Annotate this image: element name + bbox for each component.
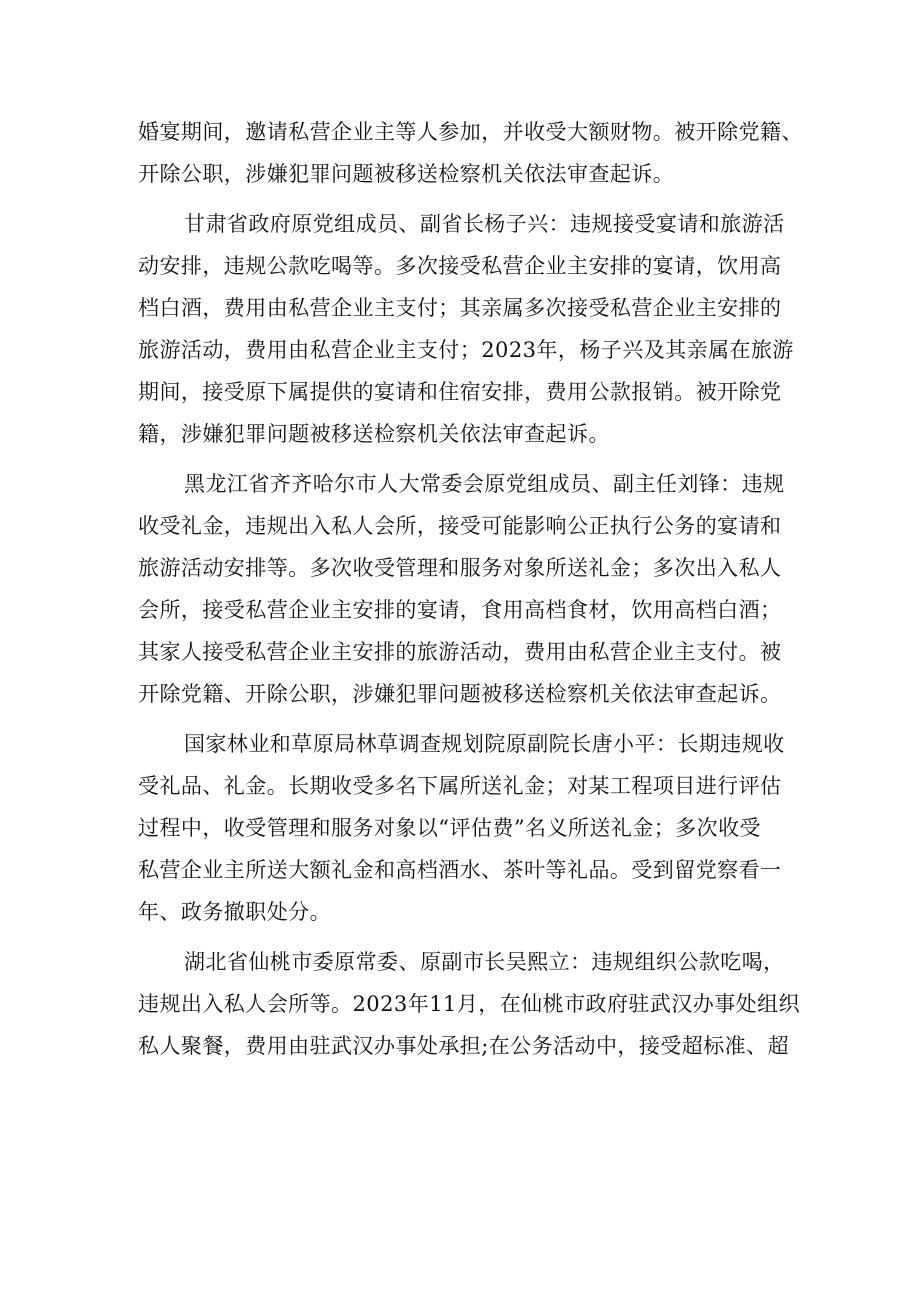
text-line: 档白酒，费用由私营企业主支付；其亲属多次接受私营企业主安排的: [138, 296, 782, 320]
text-line: 过程中，收受管理和服务对象以“评估费”名义所送礼金；多次收受: [138, 816, 761, 840]
paragraph-5: [138, 941, 801, 1067]
text-line: 婚宴期间，邀请私营企业主等人参加，并收受大额财物。被开除党籍、: [138, 120, 803, 144]
text-line: 期间，接受原下属提供的宴请和住宿安排，费用公款报销。被开除党: [138, 380, 782, 404]
paragraph-2: [138, 203, 798, 455]
text-line: 违规出入私人会所等。2023年11月，在仙桃市政府驻武汉办事处组织: [138, 992, 801, 1016]
text-line: 会所，接受私营企业主安排的宴请，食用高档食材，饮用高档白酒；: [138, 598, 782, 622]
text-line: 开除公职，涉嫌犯罪问题被移送检察机关依法审查起诉。: [138, 162, 675, 186]
paragraph-1: [138, 111, 803, 195]
paragraph-3: [138, 463, 798, 715]
text-line: 私人聚餐，费用由驻武汉办事处承担;在公务活动中，接受超标准、超: [138, 1034, 790, 1058]
text-line: 国家林业和草原局林草调查规划院原副院长唐小平：长期违规收: [184, 732, 785, 756]
text-line: 动安排，违规公款吃喝等。多次接受私营企业主安排的宴请，饮用高: [138, 254, 782, 278]
text-line: 旅游活动安排等。多次收受管理和服务对象所送礼金；多次出入私人: [138, 556, 782, 580]
text-line: 湖北省仙桃市委原常委、原副市长吴熙立：违规组织公款吃喝，: [184, 950, 785, 974]
text-line: 甘肃省政府原党组成员、副省长杨子兴：违规接受宴请和旅游活: [184, 212, 785, 236]
text-line: 收受礼金，违规出入私人会所，接受可能影响公正执行公务的宴请和: [138, 514, 782, 538]
text-line: 旅游活动，费用由私营企业主支付；2023年，杨子兴及其亲属在旅游: [138, 338, 794, 362]
text-line: 受礼品、礼金。长期收受多名下属所送礼金；对某工程项目进行评估: [138, 774, 782, 798]
text-line: 开除党籍、开除公职，涉嫌犯罪问题被移送检察机关依法审查起诉。: [138, 682, 782, 706]
text-line: 籍，涉嫌犯罪问题被移送检察机关依法审查起诉。: [138, 422, 610, 446]
text-line: 私营企业主所送大额礼金和高档酒水、茶叶等礼品。受到留党察看一: [138, 858, 782, 882]
text-line: 黑龙江省齐齐哈尔市人大常委会原党组成员、副主任刘锋：违规: [184, 472, 785, 496]
text-line: 其家人接受私营企业主安排的旅游活动，费用由私营企业主支付。被: [138, 640, 782, 664]
paragraph-4: [138, 723, 798, 933]
document-body: [138, 111, 803, 1075]
text-line: 年、政务撤职处分。: [138, 900, 332, 924]
